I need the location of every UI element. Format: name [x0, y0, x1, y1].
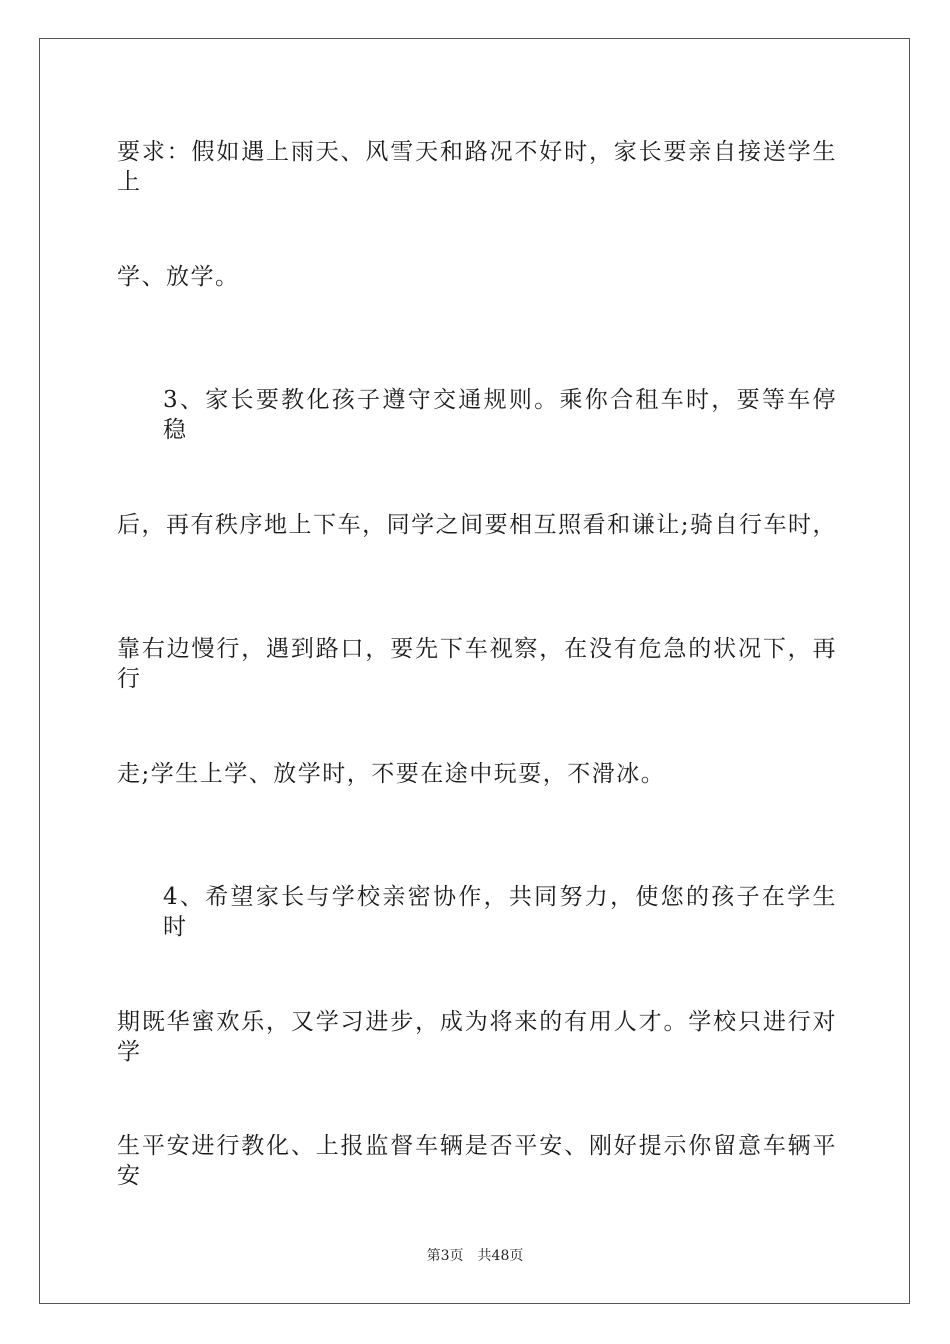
text-line-5: 靠右边慢行，遇到路口，要先下车视察，在没有危急的状况下，再行 — [117, 636, 837, 692]
page-total: 共48页 — [477, 1248, 524, 1264]
text-line-4: 后，再有秩序地上下车，同学之间要相互照看和谦让;骑自行车时， — [117, 512, 837, 538]
text-line-1: 要求：假如遇上雨天、风雪天和路况不好时，家长要亲自接送学生上 — [117, 139, 837, 195]
text-line-3: 3、家长要教化孩子遵守交通规则。乘你合租车时，要等车停稳 — [163, 387, 837, 443]
page-number: 第3页 — [426, 1248, 464, 1264]
page-frame — [39, 38, 910, 1304]
text-line-2: 学、放学。 — [117, 264, 240, 290]
page-footer — [0, 1247, 950, 1265]
text-line-6: 走;学生上学、放学时，不要在途中玩耍，不滑冰。 — [117, 761, 666, 787]
text-line-8: 期既华蜜欢乐，又学习进步，成为将来的有用人才。学校只进行对学 — [117, 1009, 837, 1065]
text-line-7: 4、希望家长与学校亲密协作，共同努力，使您的孩子在学生时 — [163, 884, 837, 940]
text-line-9: 生平安进行教化、上报监督车辆是否平安、刚好提示你留意车辆平安 — [117, 1133, 837, 1189]
